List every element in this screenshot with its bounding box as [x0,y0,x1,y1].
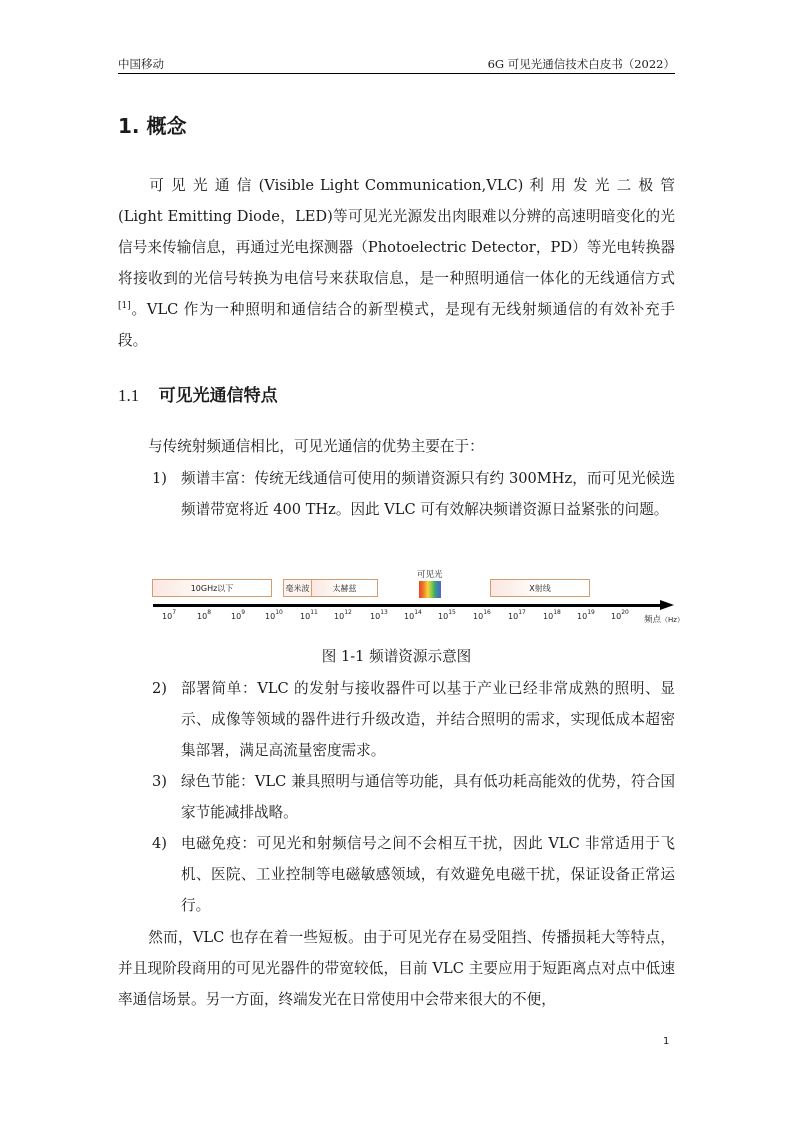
list-item-4 [152,828,675,921]
list-number: 3) [152,773,167,790]
band-below-10ghz: 10GHz以下 [152,579,272,597]
tick-label: $10^9$ [231,609,246,621]
tick-label: $10^{13}$ [370,609,388,621]
header-doc-title: 6G 可见光通信技术白皮书（2022） [487,57,675,71]
subsection-number: 1.1 [118,386,140,405]
tick-label: $10^{16}$ [473,609,491,621]
tick-label: $10^7$ [162,609,177,621]
tick-label: $10^{19}$ [577,609,595,621]
section-heading-concept: 1. 概念 [118,114,187,138]
tick-label: $10^{20}$ [611,609,629,621]
tick-label: $10^{11}$ [300,609,318,621]
concept-text-1: 可 见 光 通 信 (Visible Light Communication,VLC) 利 用 发 光 二 极 管 (Light Emitting Diode，LED)等可见光光源发出肉眼难以分辨的高速明暗变化的光信号来传输信息，再通过光电探测器（Photoelectric Detector，PD）等光电转换器将接收到的光信号转换为电信号来获取信息，是一种照明通信一体化的无线通信方式 [118,177,675,287]
tick-label: $10^{17}$ [508,609,526,621]
closing-text: 然而，VLC 也存在着一些短板。由于可见光存在易受阻挡、传播损耗大等特点，并且现阶段商用的可见光器件的带宽较低，目前 VLC 主要应用于短距离点对点中低速率通信场景。另一方面，终端发光在日常使用中会带来很大的不便， [118,929,675,1008]
band-mmwave: 毫米波 [283,579,312,597]
page-number: 1 [663,1036,670,1047]
band-xray: X射线 [490,579,590,597]
header-org: 中国移动 [118,57,164,71]
figure-caption: 图 1-1 频谱资源示意图 [321,648,472,665]
axis-arrow-icon [660,600,674,610]
list-item-1 [152,463,675,525]
tick-label: $10^{12}$ [334,609,352,621]
subsection-heading [118,381,278,406]
tick-label: $10^{14}$ [404,609,422,621]
axis-title: 频点（Hz） [644,615,684,625]
citation-ref[interactable]: [1] [118,301,131,311]
frequency-axis [153,604,665,607]
list-item-3 [152,766,675,828]
visible-spectrum-icon [419,581,441,598]
list-text: 频谱丰富：传统无线通信可使用的频谱资源只有约 300MHz，而可见光候选频谱带宽将近 400 THz。因此 VLC 可有效解决频谱资源日益紧张的问题。 [181,470,675,518]
tick-label: $10^{18}$ [543,609,561,621]
intro-text: 与传统射频通信相比，可见光通信的优势主要在于： [148,438,484,455]
spectrum-diagram [140,562,700,637]
band-terahertz: 太赫兹 [311,579,378,597]
page-header [118,55,675,74]
closing-paragraph [118,922,675,1015]
tick-label: $10^{10}$ [265,609,283,621]
tick-label: $10^8$ [197,609,212,621]
intro-paragraph [118,431,675,462]
list-item-2 [152,673,675,766]
list-number: 1) [152,470,167,487]
list-number: 4) [152,835,167,852]
concept-paragraph [118,170,675,356]
list-text: 电磁免疫：可见光和射频信号之间不会相互干扰，因此 VLC 非常适用于飞机、医院、工业控制等电磁敏感领域，有效避免电磁干扰，保证设备正常运行。 [181,835,675,914]
list-text: 部署简单：VLC 的发射与接收器件可以基于产业已经非常成熟的照明、显示、成像等领域的器件进行升级改造，并结合照明的需求，实现低成本超密集部署，满足高流量密度需求。 [181,680,675,759]
list-number: 2) [152,680,167,697]
subsection-title: 可见光通信特点 [158,386,278,406]
list-text: 绿色节能：VLC 兼具照明与通信等功能，具有低功耗高能效的优势，符合国家节能减排战略。 [181,773,675,821]
visible-light-label: 可见光 [417,570,443,580]
tick-label: $10^{15}$ [438,609,456,621]
concept-text-2: 。VLC 作为一种照明和通信结合的新型模式，是现有无线射频通信的有效补充手段。 [118,301,675,349]
